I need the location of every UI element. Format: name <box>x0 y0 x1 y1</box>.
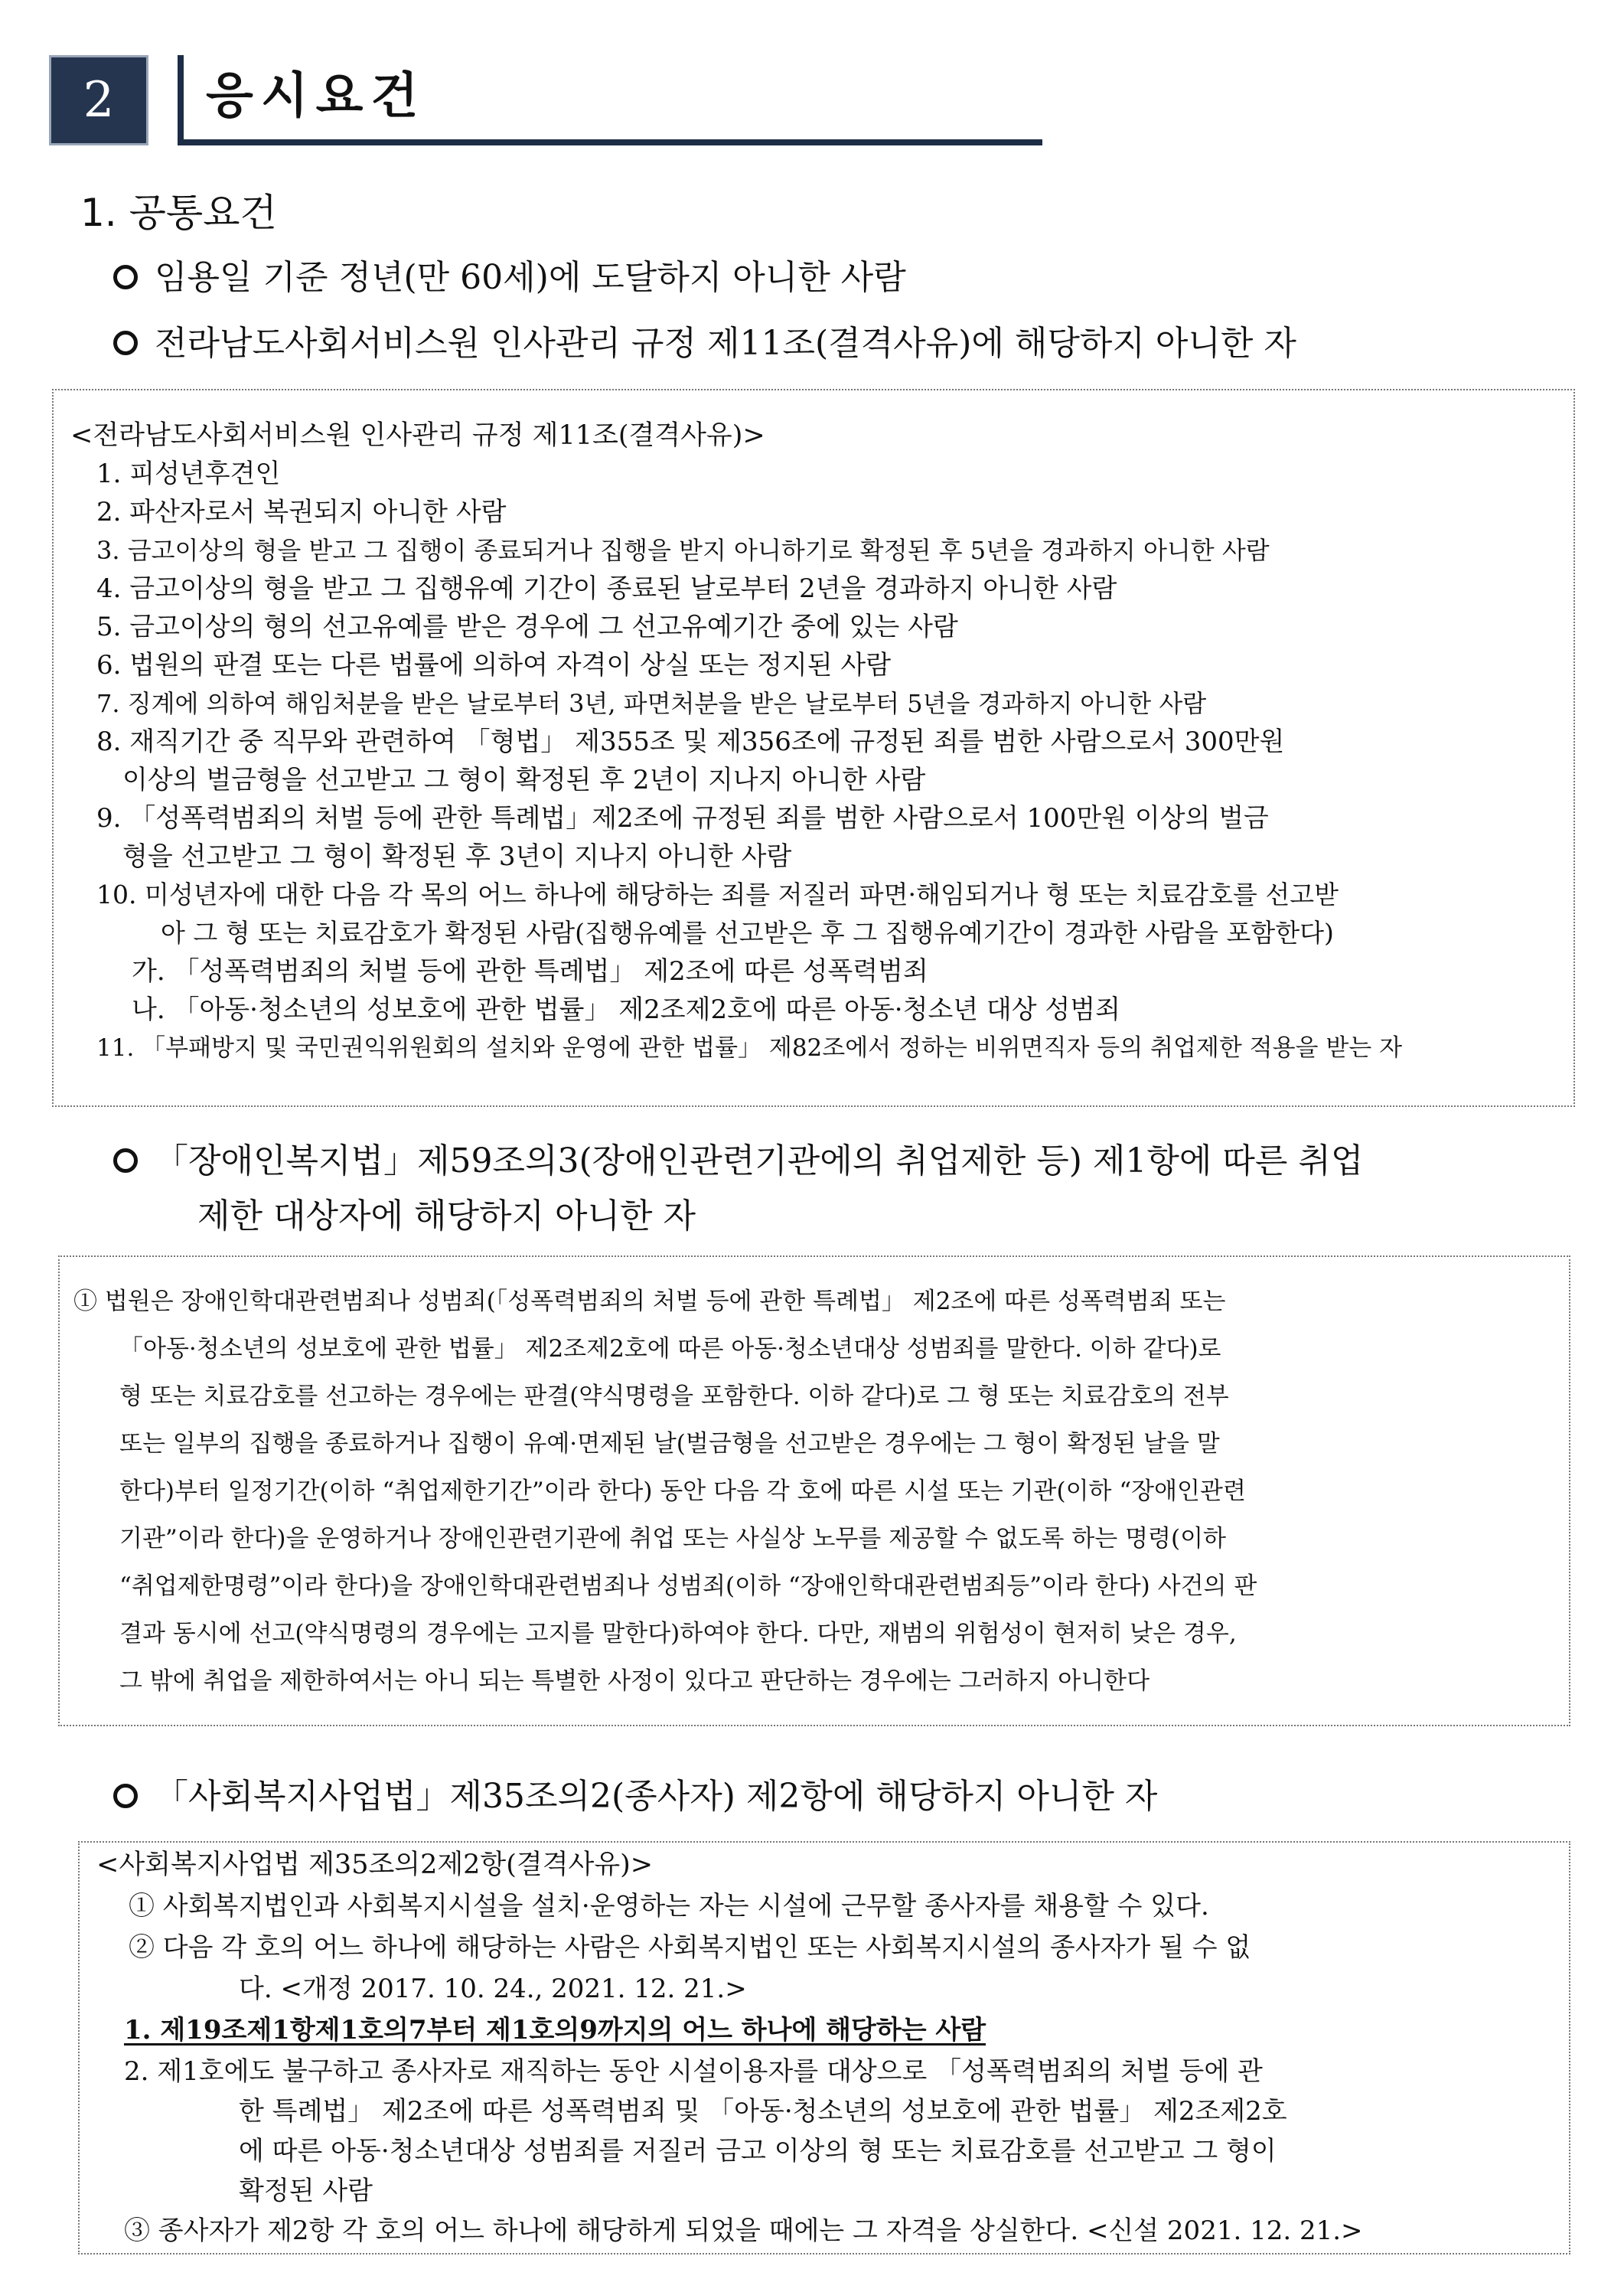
law-text-line: 한 특례법」 제2조에 따른 성폭력범죄 및 「아동·청소년의 성보호에 관한 법률」 제2조제2호 <box>239 2096 1287 2127</box>
bullet-disability-law-cont: 제한 대상자에 해당하지 아니한 자 <box>197 1197 696 1236</box>
law-text-line: ① 사회복지법인과 사회복지시설을 설치·운영하는 자는 시설에 근무할 종사자를 채용할 수 있다. <box>129 1891 1209 1921</box>
regulation-title: <전라남도사회서비스원 인사관리 규정 제11조(결격사유)> <box>70 420 765 451</box>
law-text-line: 「아동·청소년의 성보호에 관한 법률」 제2조제2호에 따른 아동·청소년대상 성범죄를 말한다. 이하 같다)로 <box>119 1335 1221 1363</box>
law-text-line: 2. 제1호에도 불구하고 종사자로 재직하는 동안 시설이용자를 대상으로 「성폭력범죄의 처벌 등에 관 <box>124 2056 1263 2087</box>
list-item: 4. 금고이상의 형을 받고 그 집행유예 기간이 종료된 날로부터 2년을 경과하지 아니한 사람 <box>96 573 1117 604</box>
section-title: 응시요건 <box>206 68 426 125</box>
regulation-title: <사회복지사업법 제35조의2제2항(결격사유)> <box>96 1850 654 1880</box>
list-item: 가. 「성폭력범죄의 처벌 등에 관한 특례법」 제2조에 따른 성폭력범죄 <box>132 956 928 987</box>
law-text-line: 1. 제19조제1항제1호의7부터 제1호의9까지의 어느 하나에 해당하는 사람 <box>124 2015 986 2046</box>
list-item: 아 그 형 또는 치료감호가 확정된 사람(집행유예를 선고받은 후 그 집행유예기간이 경과한 사람을 포함한다) <box>161 918 1334 948</box>
bullet-disability-law <box>113 1133 1363 1182</box>
list-item: 3. 금고이상의 형을 받고 그 집행이 종료되거나 집행을 받지 아니하기로 확정된 후 5년을 경과하지 아니한 사람 <box>96 536 1270 565</box>
bullet-circle-icon <box>113 1148 138 1173</box>
section-underline <box>178 139 1042 145</box>
list-item: 이상의 벌금형을 선고받고 그 형이 확정된 후 2년이 지나지 아니한 사람 <box>122 765 926 795</box>
law-text-line: 확정된 사람 <box>239 2176 373 2206</box>
bullet-social-welfare <box>113 1768 1157 1817</box>
regulation-box <box>52 389 1575 1107</box>
law-text-line: 또는 일부의 집행을 종료하거나 집행이 유예·면제된 날(벌금형을 선고받은 경우에는 그 형이 확정된 날을 말 <box>119 1430 1220 1458</box>
list-item: 6. 법원의 판결 또는 다른 법률에 의하여 자격이 상실 또는 정지된 사람 <box>96 650 892 681</box>
law-text-line: ① 법원은 장애인학대관련범죄나 성범죄(「성폭력범죄의 처벌 등에 관한 특례법」 제2조에 따른 성폭력범죄 또는 <box>73 1288 1226 1315</box>
bullet-text: 「장애인복지법」제59조의3(장애인관련기관에의 취업제한 등) 제1항에 따른 취업 <box>155 1141 1364 1180</box>
list-item: 9. 「성폭력범죄의 처벌 등에 관한 특례법」제2조에 규정된 죄를 범한 사람으로서 100만원 이상의 벌금 <box>96 803 1269 834</box>
bullet-disqualification <box>113 315 1296 364</box>
list-item: 형을 선고받고 그 형이 확정된 후 3년이 지나지 아니한 사람 <box>122 841 792 872</box>
law-text-line: ② 다음 각 호의 어느 하나에 해당하는 사람은 사회복지법인 또는 사회복지시설의 종사자가 될 수 없 <box>129 1932 1251 1963</box>
law-text-line: 기관”이라 한다)을 운영하거나 장애인관련기관에 취업 또는 사실상 노무를 제공할 수 없도록 하는 명령(이하 <box>119 1525 1226 1553</box>
bullet-retirement <box>113 250 906 299</box>
section-number: 2 <box>49 55 148 145</box>
law-text-line: ③ 종사자가 제2항 각 호의 어느 하나에 해당하게 되었을 때에는 그 자격을 상실한다. <신설 2021. 12. 21.> <box>124 2215 1363 2246</box>
list-item: 10. 미성년자에 대한 다음 각 목의 어느 하나에 해당하는 죄를 저질러 파면·해임되거나 형 또는 치료감호를 선고받 <box>96 880 1339 909</box>
law-text-line: 그 밖에 취업을 제한하여서는 아니 되는 특별한 사정이 있다고 판단하는 경우에는 그러하지 아니한다 <box>119 1667 1150 1695</box>
list-item: 5. 금고이상의 형의 선고유예를 받은 경우에 그 선고유예기간 중에 있는 사람 <box>96 612 958 642</box>
list-item: 7. 징계에 의하여 해임처분을 받은 날로부터 3년, 파면처분을 받은 날로부터 5년을 경과하지 아니한 사람 <box>96 689 1207 718</box>
law-text-line: 에 따른 아동·청소년대상 성범죄를 저질러 금고 이상의 형 또는 치료감호를 선고받고 그 형이 <box>239 2136 1277 2166</box>
bullet-circle-icon <box>113 265 138 289</box>
common-heading: 1. 공통요건 <box>80 191 277 235</box>
law-text-line: 한다)부터 일정기간(이하 “취업제한기간”이라 한다) 동안 다음 각 호에 따른 시설 또는 기관(이하 “장애인관련 <box>119 1477 1246 1505</box>
bullet-circle-icon <box>113 1784 138 1808</box>
law-text-line: “취업제한명령”이라 한다)을 장애인학대관련범죄나 성범죄(이하 “장애인학대관련범죄등”이라 한다) 사건의 판 <box>119 1572 1257 1600</box>
bullet-text: 「사회복지사업법」제35조의2(종사자) 제2항에 해당하지 아니한 자 <box>155 1777 1158 1816</box>
section-header <box>49 55 998 145</box>
social-welfare-box <box>78 1841 1570 2255</box>
bullet-text: 임용일 기준 정년(만 60세)에 도달하지 아니한 사람 <box>155 258 906 297</box>
bullet-circle-icon <box>113 331 138 355</box>
law-text-line: 결과 동시에 선고(약식명령의 경우에는 고지를 말한다)하여야 한다. 다만, 재범의 위험성이 현저히 낮은 경우, <box>119 1620 1237 1647</box>
disability-law-box <box>58 1255 1570 1726</box>
list-item: 2. 파산자로서 복권되지 아니한 사람 <box>96 497 507 527</box>
list-item: 나. 「아동·청소년의 성보호에 관한 법률」 제2조제2호에 따른 아동·청소년 대상 성범죄 <box>132 994 1120 1025</box>
section-bar <box>178 55 184 145</box>
list-item: 1. 피성년후견인 <box>96 459 281 489</box>
list-item: 8. 재직기간 중 직무와 관련하여 「형법」 제355조 및 제356조에 규정된 죄를 범한 사람으로서 300만원 <box>96 726 1285 757</box>
bullet-text: 전라남도사회서비스원 인사관리 규정 제11조(결격사유)에 해당하지 아니한 자 <box>155 324 1296 363</box>
list-item: 11. 「부패방지 및 국민권익위원회의 설치와 운영에 관한 법률」 제82조에서 정하는 비위면직자 등의 취업제한 적용을 받는 자 <box>96 1034 1403 1062</box>
law-text-line: 형 또는 치료감호를 선고하는 경우에는 판결(약식명령을 포함한다. 이하 같다)로 그 형 또는 치료감호의 전부 <box>119 1383 1229 1410</box>
law-text-line: 다. <개정 2017. 10. 24., 2021. 12. 21.> <box>239 1974 747 2004</box>
